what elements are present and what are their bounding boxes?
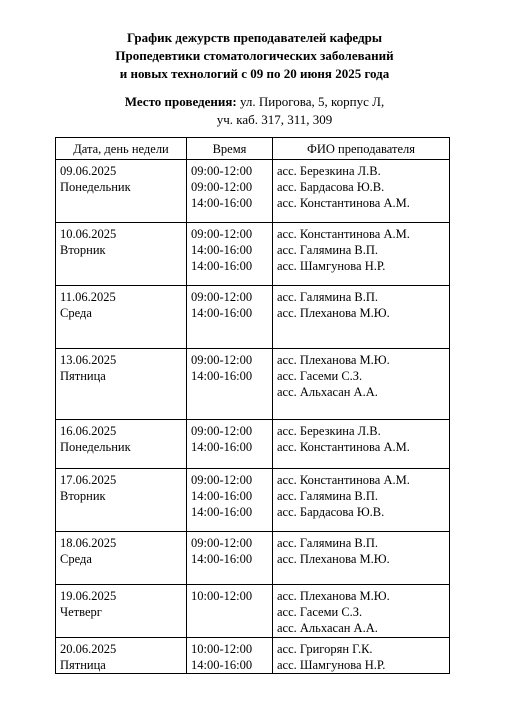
cell-time xyxy=(187,160,273,223)
cell-teacher xyxy=(273,223,450,286)
weekday-text: Среда xyxy=(60,306,92,320)
date-text: 16.06.2025 xyxy=(60,424,117,438)
time-slot: 14:00-16:00 xyxy=(191,489,253,503)
time-slot: 09:00-12:00 xyxy=(191,473,253,487)
date-text: 17.06.2025 xyxy=(60,473,117,487)
date-text: 20.06.2025 xyxy=(60,642,117,656)
venue-address: ул. Пирогова, 5, корпус Л, xyxy=(240,94,385,109)
teacher-name: асс. Березкина Л.В. xyxy=(277,164,381,178)
cell-time xyxy=(187,286,273,349)
teacher-name: асс. Плеханова М.Ю. xyxy=(277,589,390,603)
date-text: 09.06.2025 xyxy=(60,164,117,178)
table-body xyxy=(56,160,450,674)
time-slot: 14:00-16:00 xyxy=(191,259,253,273)
teacher-name: асс. Плеханова М.Ю. xyxy=(277,353,390,367)
cell-time xyxy=(187,469,273,532)
time-slot: 09:00-12:00 xyxy=(191,536,253,550)
teacher-name: асс. Григорян Г.К. xyxy=(277,642,373,656)
date-text: 10.06.2025 xyxy=(60,227,117,241)
teacher-name: асс. Гасеми С.З. xyxy=(277,369,363,383)
time-slot: 14:00-16:00 xyxy=(191,243,253,257)
table-row xyxy=(56,420,450,469)
title-line: Пропедевтики стоматологических заболеваний xyxy=(115,48,394,63)
cell-teacher xyxy=(273,160,450,223)
teacher-name: асс. Бардасова Ю.В. xyxy=(277,505,385,519)
teacher-name: асс. Шамгунова Н.Р. xyxy=(277,259,386,273)
table-row xyxy=(56,638,450,674)
cell-date xyxy=(56,532,187,585)
teacher-name: асс. Шамгунова Н.Р. xyxy=(277,658,386,672)
weekday-text: Среда xyxy=(60,552,92,566)
teacher-name: асс. Константинова А.М. xyxy=(277,196,410,210)
weekday-text: Пятница xyxy=(60,658,106,672)
cell-time xyxy=(187,585,273,638)
teacher-name: асс. Плеханова М.Ю. xyxy=(277,552,390,566)
time-slot: 14:00-16:00 xyxy=(191,369,253,383)
table-row xyxy=(56,532,450,585)
table-row xyxy=(56,286,450,349)
cell-teacher xyxy=(273,349,450,420)
time-slot: 14:00-16:00 xyxy=(191,196,253,210)
weekday-text: Пятница xyxy=(60,369,106,383)
cell-date xyxy=(56,420,187,469)
date-text: 19.06.2025 xyxy=(60,589,117,603)
cell-date xyxy=(56,585,187,638)
teacher-name: асс. Константинова А.М. xyxy=(277,227,410,241)
cell-teacher xyxy=(273,585,450,638)
column-header-date: Дата, день недели xyxy=(56,138,187,160)
table-row xyxy=(56,469,450,532)
weekday-text: Четверг xyxy=(60,605,102,619)
weekday-text: Понедельник xyxy=(60,440,131,454)
teacher-name: асс. Галямина В.П. xyxy=(277,489,379,503)
cell-date xyxy=(56,469,187,532)
cell-time xyxy=(187,638,273,674)
teacher-name: асс. Березкина Л.В. xyxy=(277,424,381,438)
cell-date xyxy=(56,160,187,223)
time-slot: 10:00-12:00 xyxy=(191,642,253,656)
cell-date xyxy=(56,223,187,286)
cell-teacher xyxy=(273,286,450,349)
time-slot: 10:00-12:00 xyxy=(191,589,253,603)
table-row xyxy=(56,223,450,286)
title-line: График дежурств преподавателей кафедры xyxy=(126,30,382,45)
date-text: 18.06.2025 xyxy=(60,536,117,550)
duty-schedule-table xyxy=(55,137,450,674)
time-slot: 09:00-12:00 xyxy=(191,227,253,241)
cell-time xyxy=(187,532,273,585)
venue-line-1 xyxy=(0,93,509,111)
time-slot: 09:00-12:00 xyxy=(191,290,253,304)
table-row xyxy=(56,585,450,638)
cell-teacher xyxy=(273,420,450,469)
cell-date xyxy=(56,349,187,420)
title-line: и новых технологий с 09 по 20 июня 2025 года xyxy=(119,66,390,81)
teacher-name: асс. Плеханова М.Ю. xyxy=(277,306,390,320)
time-slot: 14:00-16:00 xyxy=(191,552,253,566)
teacher-name: асс. Галямина В.П. xyxy=(277,243,379,257)
weekday-text: Вторник xyxy=(60,243,106,257)
time-slot: 09:00-12:00 xyxy=(191,180,253,194)
time-slot: 09:00-12:00 xyxy=(191,353,253,367)
weekday-text: Вторник xyxy=(60,489,106,503)
column-header-time: Время xyxy=(187,138,273,160)
column-header-teacher: ФИО преподавателя xyxy=(273,138,450,160)
teacher-name: асс. Бардасова Ю.В. xyxy=(277,180,385,194)
teacher-name: асс. Константинова А.М. xyxy=(277,473,410,487)
venue-rooms: уч. каб. 317, 311, 309 xyxy=(216,112,333,127)
teacher-name: асс. Константинова А.М. xyxy=(277,440,410,454)
time-slot: 14:00-16:00 xyxy=(191,440,253,454)
cell-time xyxy=(187,420,273,469)
cell-teacher xyxy=(273,638,450,674)
time-slot: 14:00-16:00 xyxy=(191,658,253,672)
cell-teacher xyxy=(273,532,450,585)
venue-block xyxy=(0,93,509,129)
teacher-name: асс. Альхасан А.А. xyxy=(277,621,378,635)
time-slot: 09:00-12:00 xyxy=(191,164,253,178)
time-slot: 14:00-16:00 xyxy=(191,505,253,519)
time-slot: 14:00-16:00 xyxy=(191,306,253,320)
cell-time xyxy=(187,223,273,286)
cell-time xyxy=(187,349,273,420)
teacher-name: асс. Галямина В.П. xyxy=(277,290,379,304)
table-header-row xyxy=(56,138,450,160)
date-text: 13.06.2025 xyxy=(60,353,117,367)
teacher-name: асс. Гасеми С.З. xyxy=(277,605,363,619)
cell-date xyxy=(56,638,187,674)
date-text: 11.06.2025 xyxy=(60,290,116,304)
table-row xyxy=(56,160,450,223)
teacher-name: асс. Альхасан А.А. xyxy=(277,385,378,399)
time-slot: 09:00-12:00 xyxy=(191,424,253,438)
cell-date xyxy=(56,286,187,349)
table-row xyxy=(56,349,450,420)
cell-teacher xyxy=(273,469,450,532)
document-title xyxy=(0,29,509,83)
venue-label: Место проведения: xyxy=(124,94,237,109)
weekday-text: Понедельник xyxy=(60,180,131,194)
teacher-name: асс. Галямина В.П. xyxy=(277,536,379,550)
